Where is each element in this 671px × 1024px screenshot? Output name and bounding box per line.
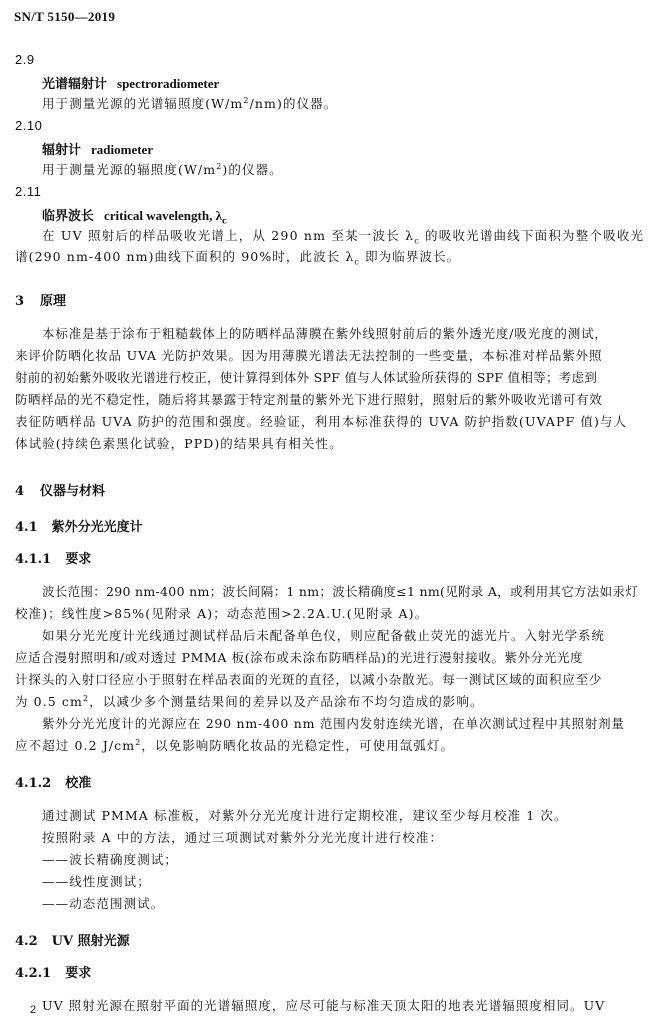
- requirement-p2-line-2: 应适合漫射照明和/或对透过 PMMA 板(涂布或未涂布防晒样品)的光进行漫射接收。紫外分光光度: [15, 650, 584, 665]
- section-title: 要求: [65, 552, 92, 567]
- body-text: ，以减少多个测量结果间的差异以及产品涂布不均匀造成的影响。: [89, 694, 484, 709]
- subscript: c: [221, 215, 227, 226]
- section-4-2-heading: [15, 930, 130, 949]
- body-text: 应不超过 0.2 J/cm: [15, 738, 136, 753]
- calibration-list-item-1: ——波长精确度测试；: [42, 852, 179, 867]
- section-number: 4.1.2: [15, 776, 52, 791]
- calibration-line-1: 通过测试 PMMA 标准板，对紫外分光光度计进行定期校准，建议至少每月校准 1 次。: [42, 808, 568, 823]
- section-3-heading: [15, 290, 66, 309]
- requirement-p1-line-1: 波长范围：290 nm-400 nm；波长间隔：1 nm；波长精确度≤1 nm(见附录 A，或利用其它方法如汞灯: [42, 584, 639, 599]
- section-number: 3: [15, 294, 25, 309]
- requirement-p1-line-2: 校准)；线性度>85%(见附录 A)；动态范围>2.2A.U.(见附录 A)。: [15, 606, 429, 621]
- term-en: radiometer: [91, 142, 154, 157]
- section-title: UV 照射光源: [51, 934, 130, 949]
- section-4-1-heading: [15, 516, 143, 535]
- subscript: c: [414, 236, 420, 246]
- requirement-p2-line-1: 如果分光光度计光线通过测试样品后未配备单色仪，则应配备截止荧光的滤光片。入射光学系统: [42, 628, 605, 643]
- term-radiometer: [42, 139, 153, 158]
- section-title: 要求: [65, 966, 92, 981]
- section-title: 紫外分光光度计: [51, 520, 143, 535]
- requirement-p2-line-3: 计探头的入射口径应小于照射在样品表面的光斑的直径，以减小杂散光。每一测试区域的面积应至少: [15, 672, 603, 687]
- term-en: spectroradiometer: [117, 76, 220, 91]
- section-4-1-1-heading: [15, 548, 91, 567]
- section-title: 校准: [65, 776, 92, 791]
- def-text: )的仪器。: [222, 162, 283, 177]
- clause-number-2-10: 2.10: [15, 118, 43, 133]
- section-number: 4.2: [15, 934, 38, 949]
- uv-source-line-1: UV 照射光源在照射平面的光谱辐照度，应尽可能与标准天顶太阳的地表光谱辐照度相同。UV: [42, 998, 606, 1013]
- section-title: 原理: [40, 294, 67, 309]
- section-number: 4: [15, 484, 25, 499]
- body-text: ，以免影响防晒化妆品的光稳定性，可使用氙弧灯。: [141, 738, 455, 753]
- section-number: 4.1.1: [15, 552, 52, 567]
- requirement-p3-line-1: 紫外分光光度计的光源应在 290 nm-400 nm 范围内发射连续光谱，在单次测试过程中其照射剂量: [42, 716, 625, 731]
- term-cn: 辐射计: [42, 143, 82, 158]
- def-text: 用于测量光源的光谱辐照度(W/m: [42, 96, 244, 111]
- superscript: 2: [82, 693, 90, 703]
- superscript: 2: [243, 95, 250, 105]
- def-text: 在 UV 照射后的样品吸收光谱上，从 290 nm 至某一波长 λ: [42, 228, 415, 243]
- principle-line-3: 射前的初始紫外吸收光谱进行校正，使计算得到体外 SPF 值与人体试验所获得的 SPF 值相等；考虑到: [15, 370, 598, 385]
- principle-line-6: 体试验(持续色素黑化试验，PPD)的结果具有相关性。: [15, 436, 343, 451]
- definition-2-9: [42, 94, 337, 112]
- principle-line-2: 来评价防晒化妆品 UVA 光防护效果。因为用薄膜光谱法无法控制的一些变量，本标准对样品紫外照: [15, 348, 603, 363]
- def-text: 的吸收光谱曲线下面积为整个吸收光: [419, 228, 645, 243]
- section-4-2-1-heading: [15, 962, 91, 981]
- def-text: /nm)的仪器。: [249, 96, 338, 111]
- superscript: 2: [216, 161, 223, 171]
- requirement-p2-line-4: [15, 692, 484, 710]
- section-4-1-2-heading: [15, 772, 91, 791]
- page-number: 2: [30, 1004, 37, 1016]
- clause-number-2-9: 2.9: [15, 52, 35, 67]
- term-critical-wavelength: [42, 205, 227, 224]
- section-number: 4.2.1: [15, 966, 52, 981]
- section-title: 仪器与材料: [40, 484, 106, 499]
- section-4-heading: [15, 480, 105, 499]
- calibration-list-item-3: ——动态范围测试。: [42, 896, 165, 911]
- calibration-line-2: 按照附录 A 中的方法，通过三项测试对紫外分光光度计进行校准：: [42, 830, 444, 845]
- clause-number-2-11: 2.11: [15, 184, 42, 199]
- calibration-list-item-2: ——线性度测试；: [42, 874, 151, 889]
- superscript: 2: [135, 737, 142, 747]
- principle-line-5: 表征防晒样品 UVA 防护的范围和强度。经验证，利用本标准获得的 UVA 防护指数(UVAPF 值)与人: [15, 414, 628, 429]
- term-cn: 临界波长: [42, 209, 95, 224]
- term-cn: 光谱辐射计: [42, 77, 108, 92]
- def-text: 用于测量光源的辐照度(W/m: [42, 162, 217, 177]
- principle-line-1: 本标准是基于涂布于粗糙载体上的防晒样品薄膜在紫外线照射前后的紫外透光度/吸光度的测试，: [42, 326, 608, 341]
- requirement-p3-line-2: [15, 736, 454, 754]
- definition-2-11-line-1: [42, 226, 644, 244]
- term-en: critical wavelength, λ: [104, 208, 222, 223]
- definition-2-10: [42, 160, 283, 178]
- definition-2-11-line-2: [15, 247, 460, 265]
- section-number: 4.1: [15, 520, 38, 535]
- def-text: 即为临界波长。: [360, 249, 461, 264]
- principle-line-4: 防晒样品的光不稳定性，随后将其暴露于特定剂量的紫外光下进行照射，照射后的紫外吸收光谱可有效: [15, 392, 603, 407]
- body-text: 为 0.5 cm: [15, 694, 83, 709]
- document-header: SN/T 5150—2019: [14, 9, 116, 24]
- def-text: 谱(290 nm-400 nm)曲线下面积的 90%时，此波长 λ: [15, 249, 355, 264]
- subscript: c: [354, 257, 360, 267]
- term-spectroradiometer: [42, 73, 219, 92]
